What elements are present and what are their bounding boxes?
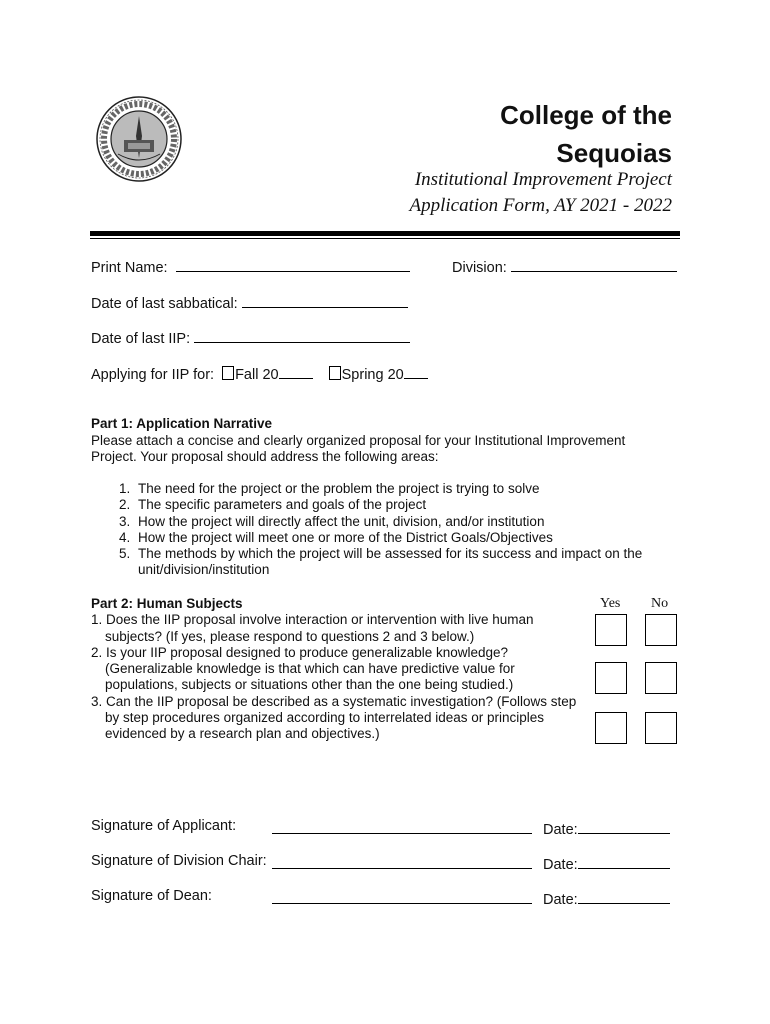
division-label: Division:: [452, 260, 507, 276]
fall-checkbox[interactable]: [222, 366, 234, 380]
print-name-label: Print Name:: [91, 260, 168, 276]
list-item: 3. How the project will directly affect the unit, division, and/or institution: [134, 514, 694, 530]
sabbatical-row: [91, 292, 408, 312]
q2-yes-checkbox[interactable]: [595, 662, 627, 694]
list-item: 5. The methods by which the project will be assessed for its success and impact on the unit/division/institution: [134, 546, 694, 579]
list-item: 2. The specific parameters and goals of the project: [134, 497, 694, 513]
applicant-date-row: [543, 818, 670, 838]
q1-no-checkbox[interactable]: [645, 614, 677, 646]
chair-date-row: [543, 853, 670, 873]
list-item: 4. How the project will meet one or more of the District Goals/Objectives: [134, 530, 694, 546]
division-field[interactable]: [511, 256, 677, 272]
applicant-signature-field[interactable]: [272, 818, 532, 834]
chair-signature-label: Signature of Division Chair:: [91, 853, 267, 869]
last-iip-row: [91, 327, 410, 347]
last-iip-label: Date of last IIP:: [91, 331, 191, 347]
part1-intro: Please attach a concise and clearly organized proposal for your Institutional Improvement Project. Your proposal should address the following areas:: [91, 432, 626, 464]
form-subtitle-line2: Application Form, AY 2021 - 2022: [409, 195, 672, 216]
print-name-field[interactable]: [176, 256, 410, 272]
yes-column-label: Yes: [600, 596, 621, 611]
part1-heading: Part 1: Application Narrative: [91, 416, 273, 431]
college-title-line2: Sequoias: [556, 138, 672, 168]
part1-areas-list: [110, 481, 694, 579]
applicant-signature-label: Signature of Applicant:: [91, 818, 237, 834]
dean-date-row: [543, 888, 670, 908]
date-label: Date:: [543, 822, 578, 838]
header-divider: [90, 231, 680, 236]
chair-signature-field[interactable]: [272, 853, 532, 869]
part1-section: [91, 416, 651, 466]
applying-label: Applying for IIP for:: [91, 367, 215, 383]
spring-label: Spring 20: [341, 367, 404, 383]
header-divider-thin: [90, 238, 680, 239]
date-label: Date:: [543, 857, 578, 873]
part2-section: [91, 596, 591, 743]
dean-date-field[interactable]: [578, 888, 670, 904]
date-label: Date:: [543, 892, 578, 908]
q1-yes-checkbox[interactable]: [595, 614, 627, 646]
part2-heading: Part 2: Human Subjects: [91, 596, 243, 611]
applying-row: [91, 363, 428, 383]
q3-no-checkbox[interactable]: [645, 712, 677, 744]
college-seal-logo: [96, 96, 182, 182]
list-item: 1. The need for the project or the problem the project is trying to solve: [134, 481, 694, 497]
form-subtitle: [410, 167, 672, 219]
spring-checkbox[interactable]: [329, 366, 341, 380]
college-title-line1: College of the: [500, 100, 672, 130]
print-name-row: [91, 256, 410, 276]
division-row: [452, 256, 677, 276]
sabbatical-date-field[interactable]: [242, 292, 408, 308]
q2-no-checkbox[interactable]: [645, 662, 677, 694]
applicant-date-field[interactable]: [578, 818, 670, 834]
chair-date-field[interactable]: [578, 853, 670, 869]
spring-year-field[interactable]: [404, 363, 428, 379]
question-3: 3. Can the IIP proposal be described as a systematic investigation? (Follows step by step procedures organized according to interrelated ideas or principles evidenced by a research plan and objectives.): [91, 693, 577, 742]
q3-yes-checkbox[interactable]: [595, 712, 627, 744]
last-iip-date-field[interactable]: [194, 327, 410, 343]
college-title: [500, 96, 672, 172]
dean-signature-field[interactable]: [272, 888, 532, 904]
question-1: 1. Does the IIP proposal involve interaction or intervention with live human subjects? (If yes, please respond to questions 2 and 3 below.): [91, 612, 534, 644]
sabbatical-label: Date of last sabbatical:: [91, 296, 238, 312]
dean-signature-label: Signature of Dean:: [91, 888, 212, 904]
question-2: 2. Is your IIP proposal designed to produce generalizable knowledge? (Generalizable knowledge is that which can have predictive value for populations, subjects or situations other than the one being studied.): [91, 644, 515, 693]
fall-label: Fall 20: [235, 367, 279, 383]
fall-year-field[interactable]: [279, 363, 313, 379]
no-column-label: No: [651, 596, 669, 611]
form-subtitle-line1: Institutional Improvement Project: [414, 169, 672, 190]
